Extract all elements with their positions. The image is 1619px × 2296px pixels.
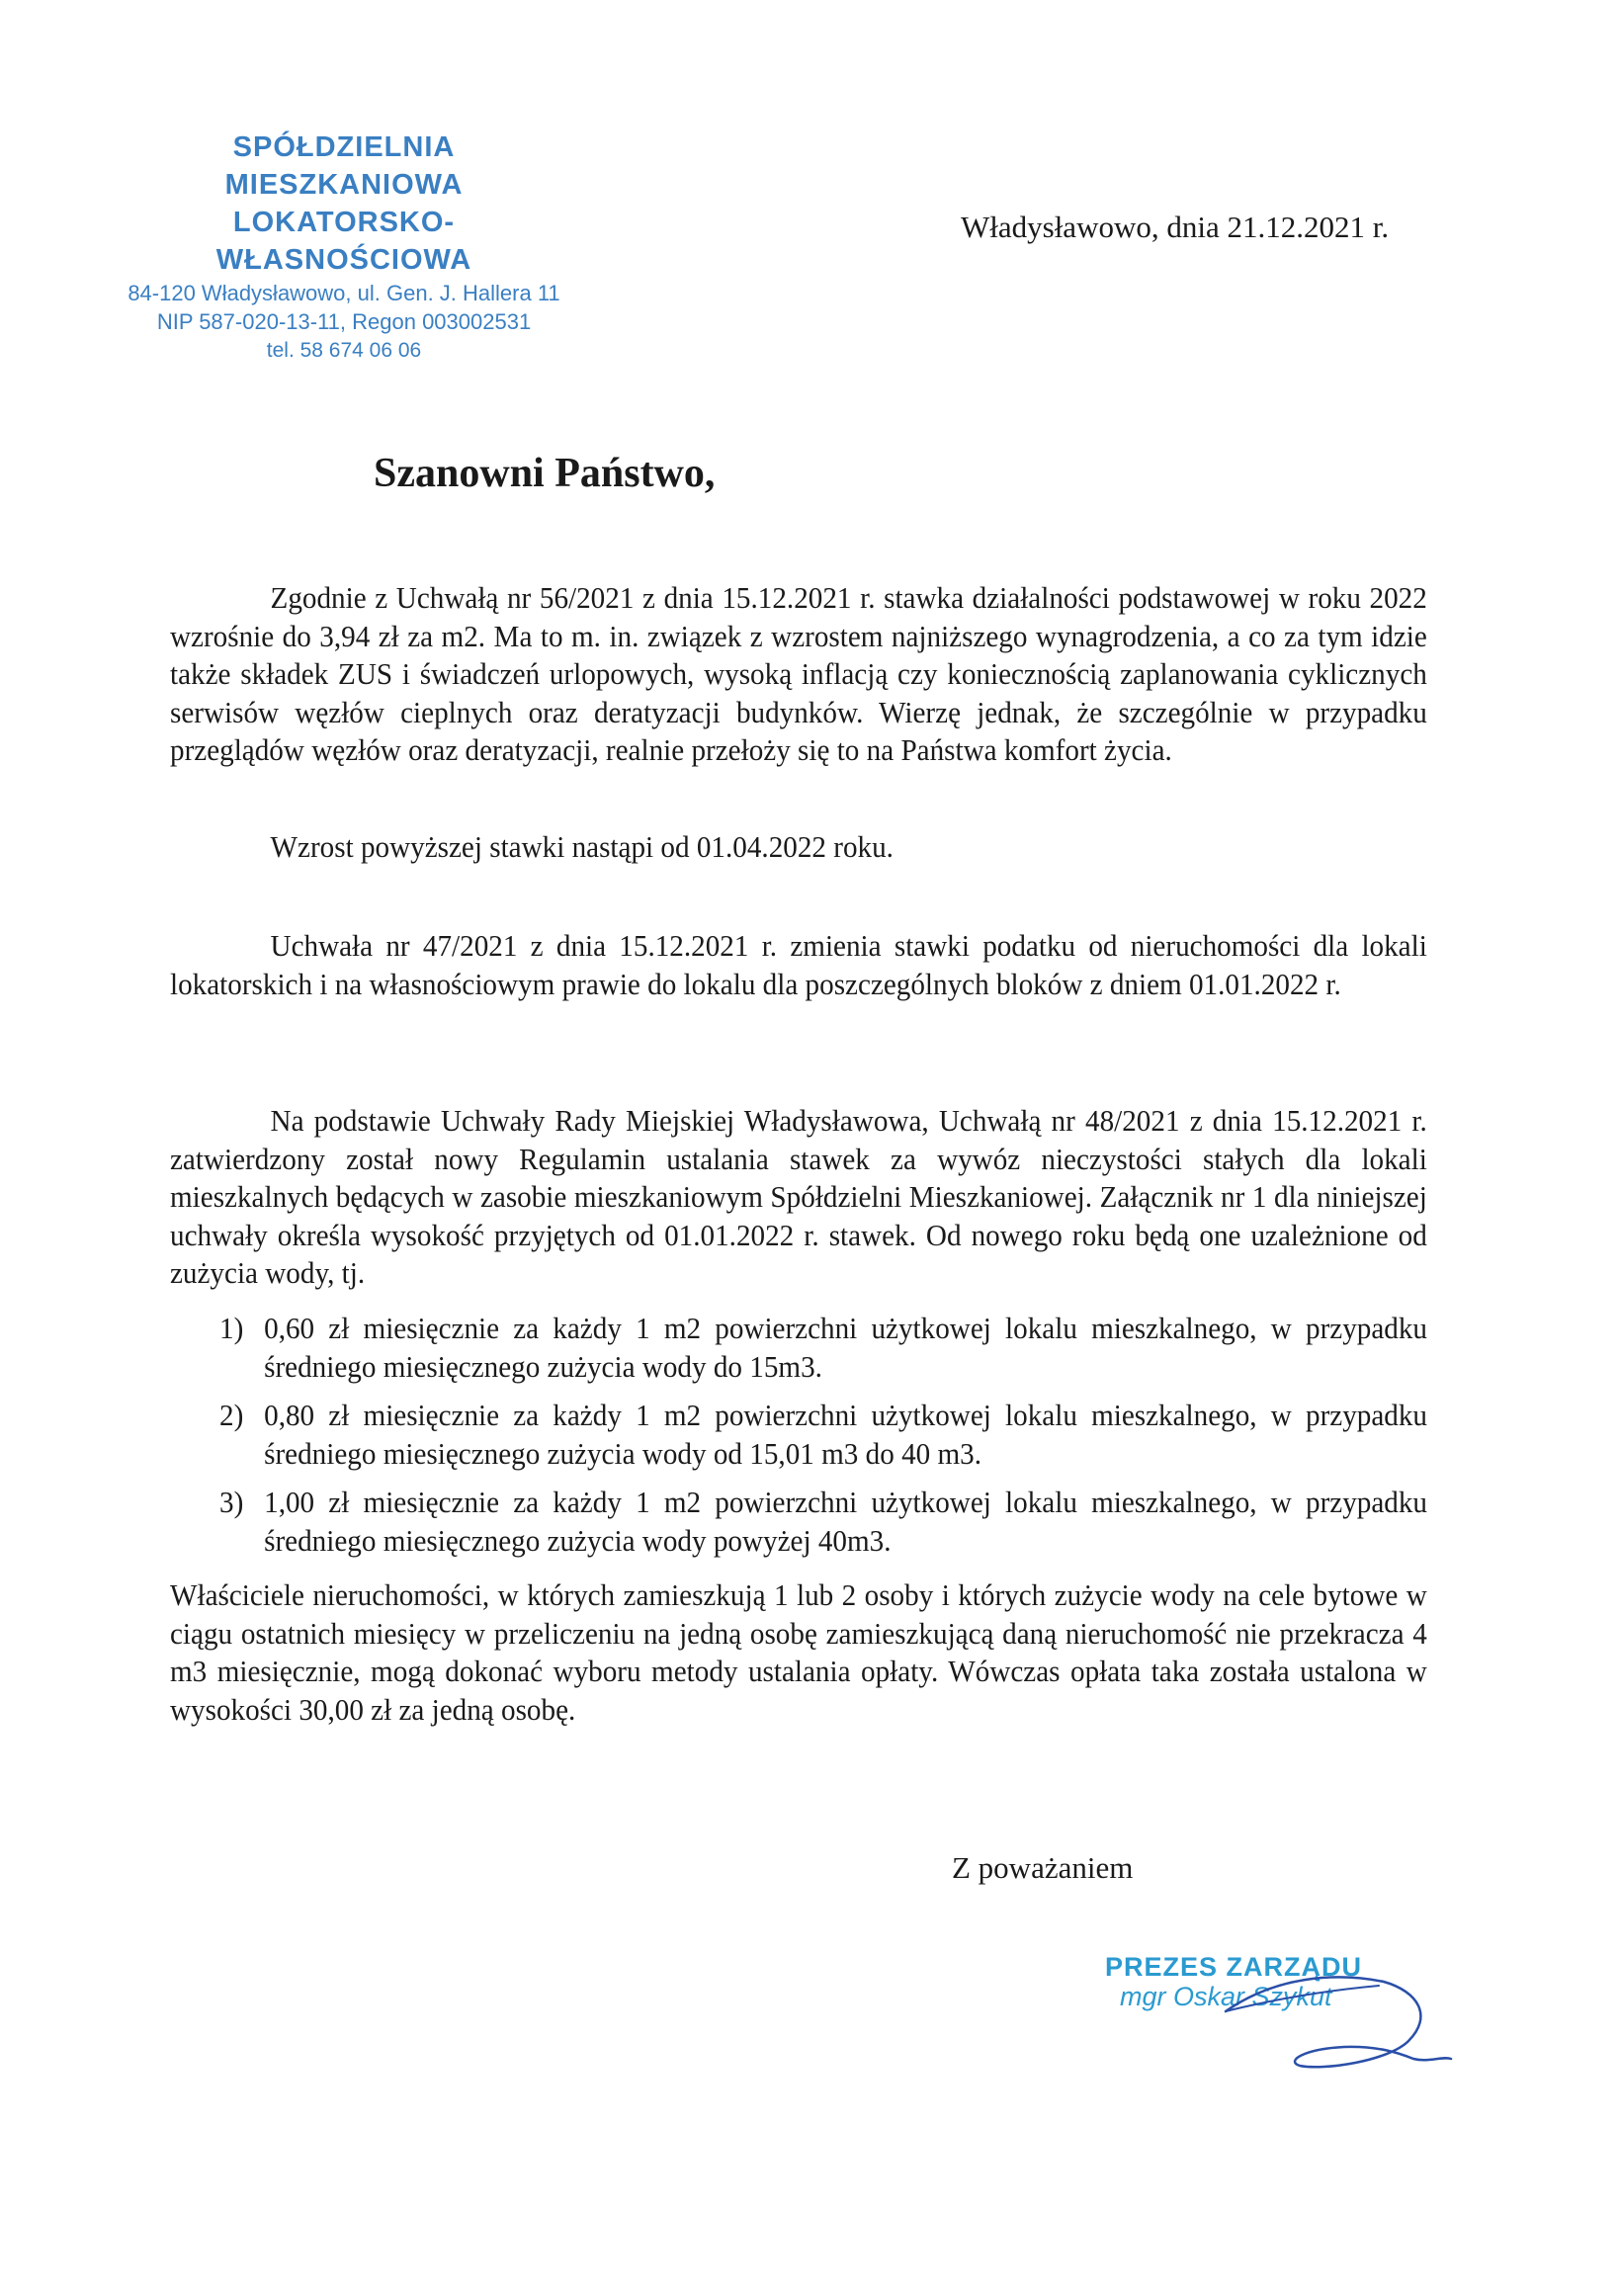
paragraph-property-tax [170, 927, 1427, 1003]
stamp-line-1: SPÓŁDZIELNIA MIESZKANIOWA [224, 131, 464, 201]
list-item [219, 1310, 1427, 1386]
stamp-phone: tel. 58 674 06 06 [266, 339, 422, 362]
stamp-ids: NIP 587-020-13-11, Regon 003002531 [156, 309, 532, 334]
stamp-line-2: LOKATORSKO-WŁASNOŚCIOWA [215, 207, 472, 276]
list-item-number: 2) [219, 1398, 244, 1432]
list-item [219, 1397, 1427, 1473]
rates-list [219, 1310, 1427, 1571]
paragraph-text: Uchwała nr 47/2021 z dnia 15.12.2021 r. zmienia stawki podatku od nieruchomości dla lokali lokatorskich i na własnościowym prawie do lokalu dla poszczególnych bloków z dniem 01.01.2022 r. [170, 928, 1427, 1001]
paragraph-rate-increase [170, 579, 1427, 770]
paragraph-text: Właściciele nieruchomości, w których zamieszkują 1 lub 2 osoby i których zużycie wody na cele bytowe w ciągu ostatnich miesięcy w przeliczeniu na jedną osobę zamieszkującą daną nieruchomość nie przekracza 4 m3 miesięcznie, mogą dokonać wyboru metody ustalania opłaty. Wówczas opłata taka została ustalona w wysokości 30,00 zł za jedną osobę. [170, 1577, 1427, 1727]
list-item [219, 1484, 1427, 1560]
list-item-number: 3) [219, 1485, 244, 1519]
list-item-text: 1,00 zł miesięcznie za każdy 1 m2 powierzchni użytkowej lokalu mieszkalnego, w przypadku średniego miesięcznego zużycia wody powyżej 40m3. [264, 1485, 1427, 1558]
paragraph-flat-fee-option [170, 1576, 1427, 1729]
handwritten-signature-icon [1206, 1972, 1453, 2081]
signature-title-stamp: PREZES ZARZĄDU [1105, 1952, 1363, 1982]
stamp-address: 84-120 Władysławowo, ul. Gen. J. Hallera 11 [128, 281, 560, 305]
list-item-text: 0,80 zł miesięcznie za każdy 1 m2 powierzchni użytkowej lokalu mieszkalnego, w przypadku średniego miesięcznego zużycia wody od 15,01 m3 do 40 m3. [264, 1398, 1427, 1471]
cooperative-stamp [117, 128, 571, 365]
list-item-text: 0,60 zł miesięcznie za każdy 1 m2 powierzchni użytkowej lokalu mieszkalnego, w przypadku średniego miesięcznego zużycia wody do 15m3. [264, 1311, 1427, 1384]
closing: Z poważaniem [952, 1850, 1134, 1885]
paragraph-effective-date [170, 828, 1427, 867]
paragraph-text: Na podstawie Uchwały Rady Miejskiej Władysławowa, Uchwałą nr 48/2021 z dnia 15.12.2021 r. zatwierdzony został nowy Regulamin ustalania stawek za wywóz nieczystości stałych dla lokali mieszkalnych będących w zasobie mieszkaniowym Spółdzielni Mieszkaniowej. Załącznik nr 1 dla niniejszej uchwały określa wysokość przyjętych od 01.01.2022 r. stawek. Od nowego roku będą one uzależnione od zużycia wody, tj. [170, 1103, 1427, 1290]
list-item-number: 1) [219, 1311, 244, 1345]
paragraph-text: Zgodnie z Uchwałą nr 56/2021 z dnia 15.12.2021 r. stawka działalności podstawowej w roku 2022 wzrośnie do 3,94 zł za m2. Ma to m. in. związek z wzrostem najniższego wynagrodzenia, a co za tym idzie także składek ZUS i świadczeń urlopowych, wysoką inflacją czy koniecznością zaplanowania cyklicznych serwisów węzłów cieplnych oraz deratyzacji budynków. Wierzę jednak, że szczególnie w przypadku przeglądów węzłów oraz deratyzacji, realnie przełoży się to na Państwa komfort życia. [170, 580, 1427, 767]
place-date: Władysławowo, dnia 21.12.2021 r. [961, 210, 1390, 244]
salutation: Szanowni Państwo, [374, 451, 716, 496]
signature-name-stamp: mgr Oskar Szykut [1120, 1982, 1332, 2011]
paragraph-waste-regulation [170, 1102, 1427, 1293]
paragraph-text: Wzrost powyższej stawki nastąpi od 01.04.2022 roku. [270, 829, 894, 864]
